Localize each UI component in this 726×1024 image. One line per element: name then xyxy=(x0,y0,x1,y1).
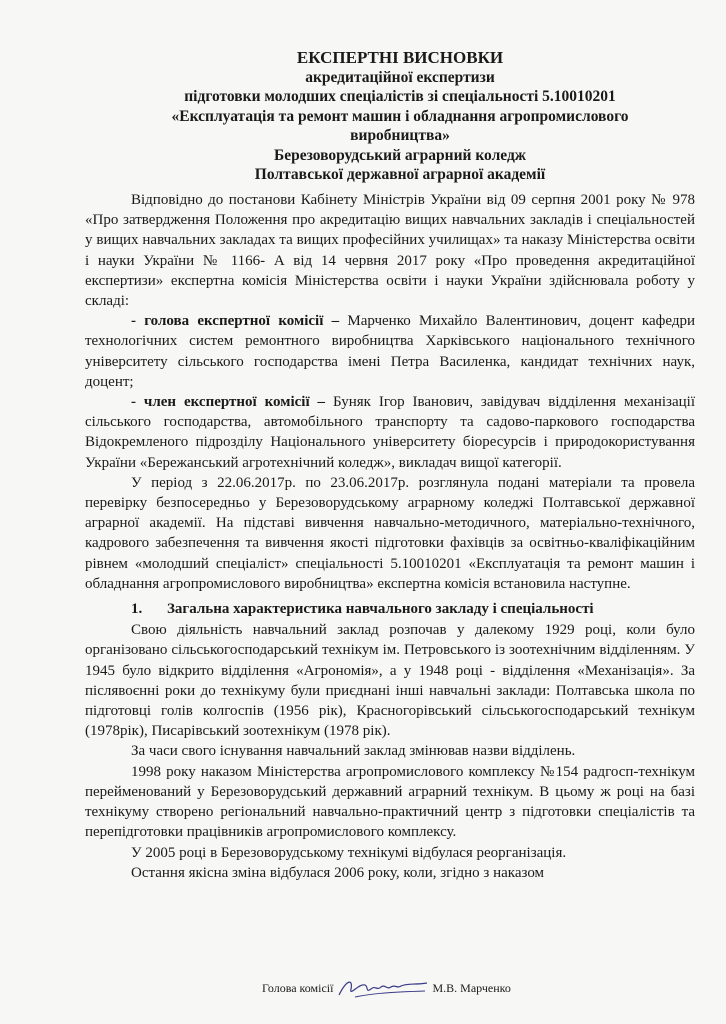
chair-text: Марченко Михайло Валентинович, доцент кафедри технологічних систем ремонтного виробництва Харківського національного технічного університету сільського господарства імені Петра Василенка, кандидат технічних наук, доцент; xyxy=(85,313,695,390)
chair-label: - голова експертної комісії – xyxy=(131,313,340,330)
member-text: Буняк Ігор Іванович, завідувач відділення механізації сільського господарства, автомобільного транспорту та садово-паркового господарства Відокремленого підрозділу Національного університету біоресурсів і природокористування України «Бережанський агротехнічний коледж», викладач вищої категорії. xyxy=(85,394,695,471)
document-body xyxy=(85,190,695,883)
document-title: ЕКСПЕРТНІ ВИСНОВКИ xyxy=(296,48,504,67)
section-1-title: Загальна характеристика навчального закладу і спеціальності xyxy=(167,601,594,618)
section-1-heading xyxy=(85,599,695,619)
intro-paragraph: Відповідно до постанови Кабінету Міністрів України від 09 серпня 2001 року № 978 «Про затвердження Положення про акредитацію вищих навчальних закладів і спеціальностей у вищих навчальних закладах та вищих професійних училищах» та наказу Міністерства освіти і науки України № 1166- А від 14 червня 2017 року «Про проведення акредитаційної експертизи» експертна комісія Міністерства освіти і науки України здійснювала роботу у складі: xyxy=(85,192,695,310)
footer-right-name: М.В. Марченко xyxy=(432,980,511,995)
section-1-number: 1. xyxy=(131,601,143,618)
document-header xyxy=(100,48,700,185)
signature-footer xyxy=(262,975,511,1001)
period-paragraph: У період з 22.06.2017р. по 23.06.2017р. розглянула подані матеріали та провела перевірку безпосередньо у Березоворудському аграрному коледжі Полтавської державної аграрної академії. На підставі вивчення навчально-методичного, матеріально-технічного, кадрового забезпечення та вивчення якості підготовки фахівців за освітньо-кваліфікаційним рівнем «молодший спеціаліст» спеціальності 5.10010201 «Експлуатація та ремонт машин і обладнання агропромислового виробництва» експертна комісія встановила наступне. xyxy=(85,474,695,592)
header-line-3: «Експлуатація та ремонт машин і обладнання агропромислового xyxy=(171,107,629,125)
member-paragraph xyxy=(85,392,695,473)
history-paragraph-4: У 2005 році в Березоворудському технікумі відбулася реорганізація. xyxy=(131,844,567,861)
handwritten-signature xyxy=(335,975,430,1001)
chair-paragraph xyxy=(85,311,695,392)
history-paragraph-3: 1998 року наказом Міністерства агропромислового комплексу №154 радгосп-технікум перейменований у Березоворудський державний аграрний технікум. В цьому ж році на базі технікуму створено регіональний навчально-практичний центр з підготовки спеціалістів та перепідготовки працівників агропромислового комплексу. xyxy=(85,763,695,841)
header-line-2: підготовки молодших спеціалістів зі спеціальності 5.10010201 xyxy=(184,88,616,105)
header-line-4: виробництва» xyxy=(350,127,450,144)
history-paragraph-2: За часи свого існування навчальний заклад змінював назви відділень. xyxy=(131,743,576,760)
history-paragraph-1: Свою діяльність навчальний заклад розпочав у далекому 1929 році, коли було організовано сільськогосподарський технікум ім. Петровського із зоотехнічним відділенням. У 1945 було відкрито відділення «Агрономія», а у 1948 році - відділення «Механізація». За післявоєнні роки до технікуму були приєднані інші навчальні заклади: Полтавська школа по підготовці голів колгоспів (1956 рік), Красногорівський сільськогосподарський технікум (1978рік), Писарівський зоотехнікум (1978 рік). xyxy=(85,622,695,740)
footer-left-label: Голова комісії xyxy=(262,980,334,995)
header-line-6: Полтавської державної аграрної академії xyxy=(254,166,546,183)
header-line-5: Березоворудський аграрний коледж xyxy=(273,146,527,164)
history-paragraph-5: Остання якісна зміна відбулася 2006 року, коли, згідно з наказом xyxy=(131,864,545,881)
member-label: - член експертної комісії – xyxy=(131,394,326,411)
header-line-1: акредитаційної експертизи xyxy=(305,68,495,86)
